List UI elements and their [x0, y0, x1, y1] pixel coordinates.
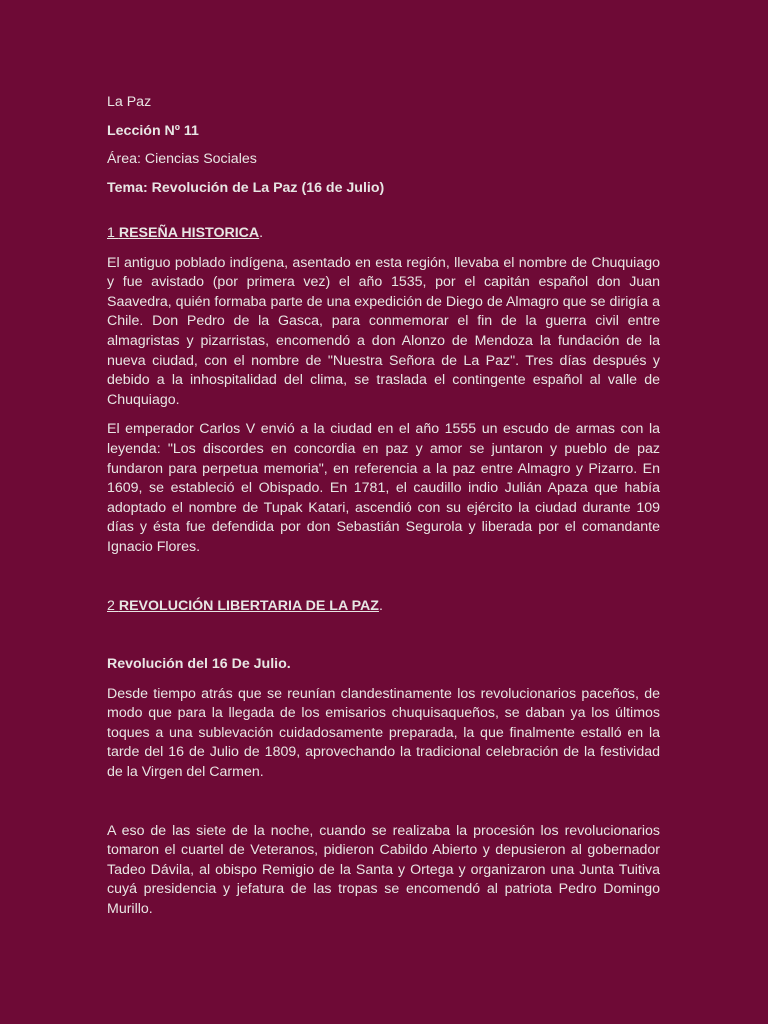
- section-1-heading: [107, 224, 660, 244]
- section-2-number: 2: [107, 597, 119, 614]
- document-body: [107, 88, 660, 920]
- area-line: Área: Ciencias Sociales: [107, 151, 257, 167]
- section-1-title: RESEÑA HISTORICA: [118, 225, 260, 241]
- section-2-subtitle: Revolución del 16 De Julio.: [107, 656, 291, 673]
- lesson-line: Lección Nº 11: [107, 122, 199, 139]
- section-2-paragraph-2: A eso de las siete de la noche, cuando se realizaba la procesión los revolucionarios tomaron el cuartel de Veteranos, pidieron Cabildo Abierto y depusieron al gobernador Tadeo Dávila, al obispo Remigio de la Santa y Ortega y organizaron una Junta Tuitiva cuyá presidencia y jefatura de las tropas se encomendó al patriota Pedro Domingo Murillo.: [107, 822, 660, 918]
- section-2-heading: [107, 597, 660, 617]
- place-line: La Paz: [107, 94, 152, 110]
- section-2-trail: .: [378, 597, 383, 614]
- section-2-title: REVOLUCIÓN LIBERTARIA DE LA PAZ: [118, 597, 379, 614]
- section-2-paragraph-1: Desde tiempo atrás que se reunían clandestinamente los revolucionarios paceños, de modo que para la llegada de los emisarios chuquisaqueños, se daban ya los últimos toques a una sublevación cuidadosamente preparada, la que finalmente estalló en la tarde del 16 de Julio de 1809, aprovechando la tradicional celebración de la festividad de la Virgen del Carmen.: [107, 685, 660, 781]
- section-1-trail: .: [259, 225, 264, 241]
- section-1-paragraph-2: El emperador Carlos V envió a la ciudad en el año 1555 un escudo de armas con la leyenda: "Los discordes en concordia en paz y amor se juntaron y pueblo de paz fundaron para perpetua memoria", en referencia a la paz entre Almagro y Pizarro. En 1609, se estableció el Obispado. En 1781, el caudillo indio Julián Apaza que había adoptado el nombre de Tupak Katari, ascendió con su ejército la ciudad durante 109 días y ésta fue defendida por don Sebastián Segurola y liberada por el comandante Ignacio Flores.: [107, 421, 660, 555]
- topic-line: Tema: Revolución de La Paz (16 de Julio): [107, 179, 385, 196]
- section-1-paragraph-1: El antiguo poblado indígena, asentado en esta región, llevaba el nombre de Chuquiago y fue avistado (por primera vez) el año 1535, por el capitán español don Juan Saavedra, quién formaba parte de una expedición de Diego de Almagro que se dirigía a Chile. Don Pedro de la Gasca, para conmemorar el fin de la guerra civil entre almagristas y pizarristas, encomendó a don Alonzo de Mendoza la fundación de la nueva ciudad, con el nombre de "Nuestra Señora de La Paz". Tres días después y debido a la inhospitalidad del clima, se traslada el contingente español al valle de Chuquiago.: [107, 254, 660, 408]
- section-1-number: 1: [107, 225, 119, 241]
